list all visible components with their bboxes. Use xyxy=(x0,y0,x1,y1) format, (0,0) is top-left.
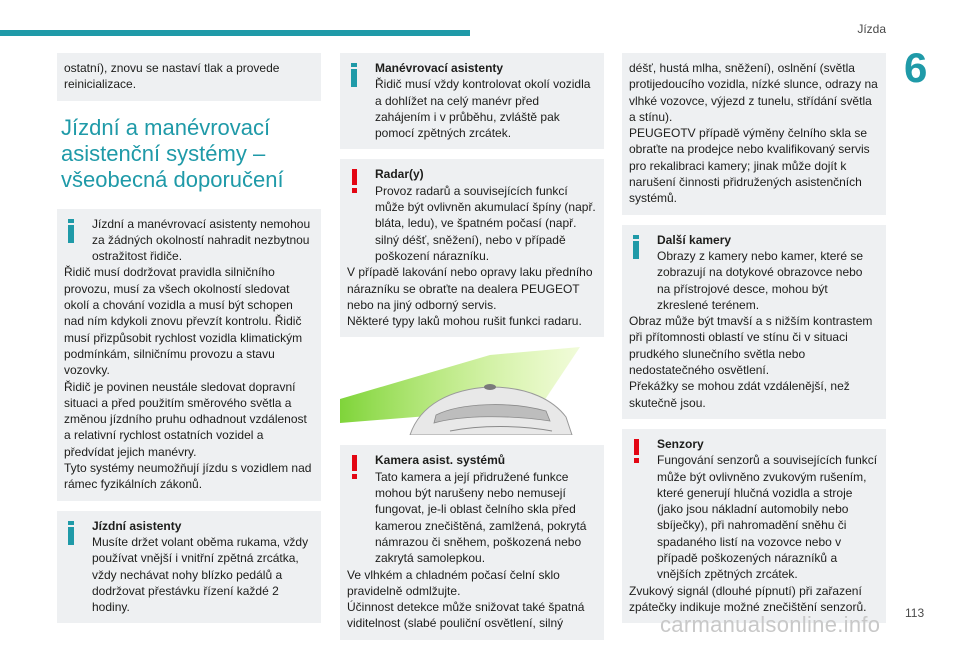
camera-box xyxy=(340,445,604,639)
manoeuvre-assist-box xyxy=(340,53,604,149)
sensors-box xyxy=(622,429,886,623)
watermark: carmanualsonline.info xyxy=(660,612,881,637)
continuation-text: ostatní), znovu se nastaví tlak a provede reinicializace. xyxy=(64,61,280,92)
driving-assist-title: Jízdní asistenty xyxy=(92,518,182,533)
radar-box xyxy=(340,159,604,337)
section-title: Jízda xyxy=(857,22,886,36)
section-heading: Jízdní a manévrovací asistenční systémy – všeobecná doporučení xyxy=(61,114,284,192)
sensors-text: Fungování senzorů a souvisejících funkcí může být ovlivněno zvukovým rušením, které generují hlučná vozidla a stroje (jako jsou nákladní automobily nebo sbíječky), při nahromadění sněhu či spadaného listí na vozovce nebo v případě poškozených nárazníků a vnějších zpětných zrcátek. xyxy=(657,453,878,582)
chapter-number: 6 xyxy=(904,44,928,91)
column-1 xyxy=(57,53,321,633)
sensors-title: Senzory xyxy=(657,436,704,451)
radar-text: Provoz radarů a souvisejících funkcí může být ovlivněn akumulací špíny (např. bláta, ledu), ve špatném počasí (např. silný déšť, sněžení), nebo v případě poškození nárazníku. xyxy=(375,183,596,263)
car-front-illustration xyxy=(340,347,604,435)
car-front-icon xyxy=(340,347,604,435)
driving-assist-text: Musíte držet volant oběma rukama, vždy používat vnější i vnitřní zpětná zrcátka, vždy nechávat nohy blízko pedálů a dodržovat přestávku řízení každé 2 hodiny. xyxy=(92,534,309,615)
manoeuvre-assist-title: Manévrovací asistenty xyxy=(375,61,504,75)
radar-text: Některé typy laků mohou rušit funkci radaru. xyxy=(347,314,582,329)
manoeuvre-assist-text: Řidič musí vždy kontrolovat okolí vozidla a dohlížet na celý manévr před zahájením i v průběhu, zvláště pak pomocí zpětných zrcátek. xyxy=(375,77,591,141)
warning-marker-icon xyxy=(348,455,360,479)
driving-assist-box xyxy=(57,511,321,624)
other-cameras-title: Další kamery xyxy=(657,232,732,247)
warning-marker-icon xyxy=(348,169,360,193)
other-cameras-box xyxy=(622,225,886,419)
warning-marker-icon xyxy=(630,439,642,463)
radar-title: Radar(y) xyxy=(375,167,424,182)
camera-title: Kamera asist. systémů xyxy=(375,453,506,468)
top-accent-bar xyxy=(0,30,470,36)
general-lead: Jízdní a manévrovací asistenty nemohou za žádných okolností nahradit nezbytnou ostražitost řidiče. xyxy=(92,216,311,264)
camera-text: Ve vlhkém a chladném počasí čelní sklo pravidelně odmlžujte. xyxy=(347,567,560,598)
camera-continuation-text: PEUGEOTV případě výměny čelního skla se obraťte na prodejce nebo kvalifikovaný servis pro rekalibraci kamery; jinak může dojít k narušení činnosti přidružených asistenčních systémů. xyxy=(629,126,870,206)
camera-text: Účinnost detekce může snižovat také špatná viditelnost (slabé pouliční osvětlení, silný xyxy=(347,600,585,631)
other-cameras-text: Obrazy z kamery nebo kamer, které se zobrazují na dotykové obrazovce nebo na přístrojové desce, mohou být zkreslené terénem. xyxy=(657,248,864,312)
info-marker-icon xyxy=(630,235,642,259)
info-marker-icon xyxy=(348,63,360,87)
camera-text: Tato kamera a její přidružené funkce mohou být narušeny nebo nemusejí fungovat, je-li oblast čelního skla před kamerou znečištěná, zamlžená, pokrytá námrazou či sněhem, poškozená nebo zakrytá samolepkou. xyxy=(375,469,587,566)
general-paragraph: Řidič musí dodržovat pravidla silničního provozu, musí za všech okolností sledovat okolí a chování vozidla a musí být schopen nad ním kdykoli znovu převzít kontrolu. Řidič musí přizpůsobit rychlost vozidla klimatickým podmínkám, silničnímu provozu a stavu vozovky. xyxy=(64,265,303,378)
column-2 xyxy=(340,53,604,650)
camera-continuation-text: déšť, hustá mlha, sněžení), oslnění (světla protijedoucího vozidla, nízké slunce, odrazy na vlhké vozovce, výjezd z tunelu, střídání světla a stínu). xyxy=(629,61,878,124)
column-3 xyxy=(622,53,886,633)
other-cameras-text: Obraz může být tmavší a s nižším kontrastem při přítomnosti oblastí ve stínu či v situaci prudkého slunečního světla nebo nedostatečného osvětlení. xyxy=(629,314,873,378)
general-paragraph: Tyto systémy neumožňují jízdu s vozidlem nad rámec fyzikálních zákonů. xyxy=(64,461,312,492)
continuation-box xyxy=(57,53,321,101)
radar-text: V případě lakování nebo opravy laku předního nárazníku se obraťte na dealera PEUGEOT nebo na jiný odborný servis. xyxy=(347,265,593,312)
camera-continuation-box xyxy=(622,53,886,215)
info-marker-icon xyxy=(65,521,77,545)
general-info-box xyxy=(57,209,321,501)
sensors-text: Zvukový signál (dlouhé pípnutí) při zařazení zpátečky indikuje možné znečištění senzorů. xyxy=(629,583,867,614)
page-number: 113 xyxy=(905,606,925,620)
other-cameras-text: Překážky se mohou zdát vzdálenější, než skutečně jsou. xyxy=(629,379,850,410)
info-marker-icon xyxy=(65,219,77,243)
general-paragraph: Řidič je povinen neustále sledovat dopravní situaci a před použitím směrového světla a změnou jízdního pruhu odhadnout vzdálenost a relativní rychlost ostatních vozidel a předvídat jejich manévry. xyxy=(64,379,307,459)
